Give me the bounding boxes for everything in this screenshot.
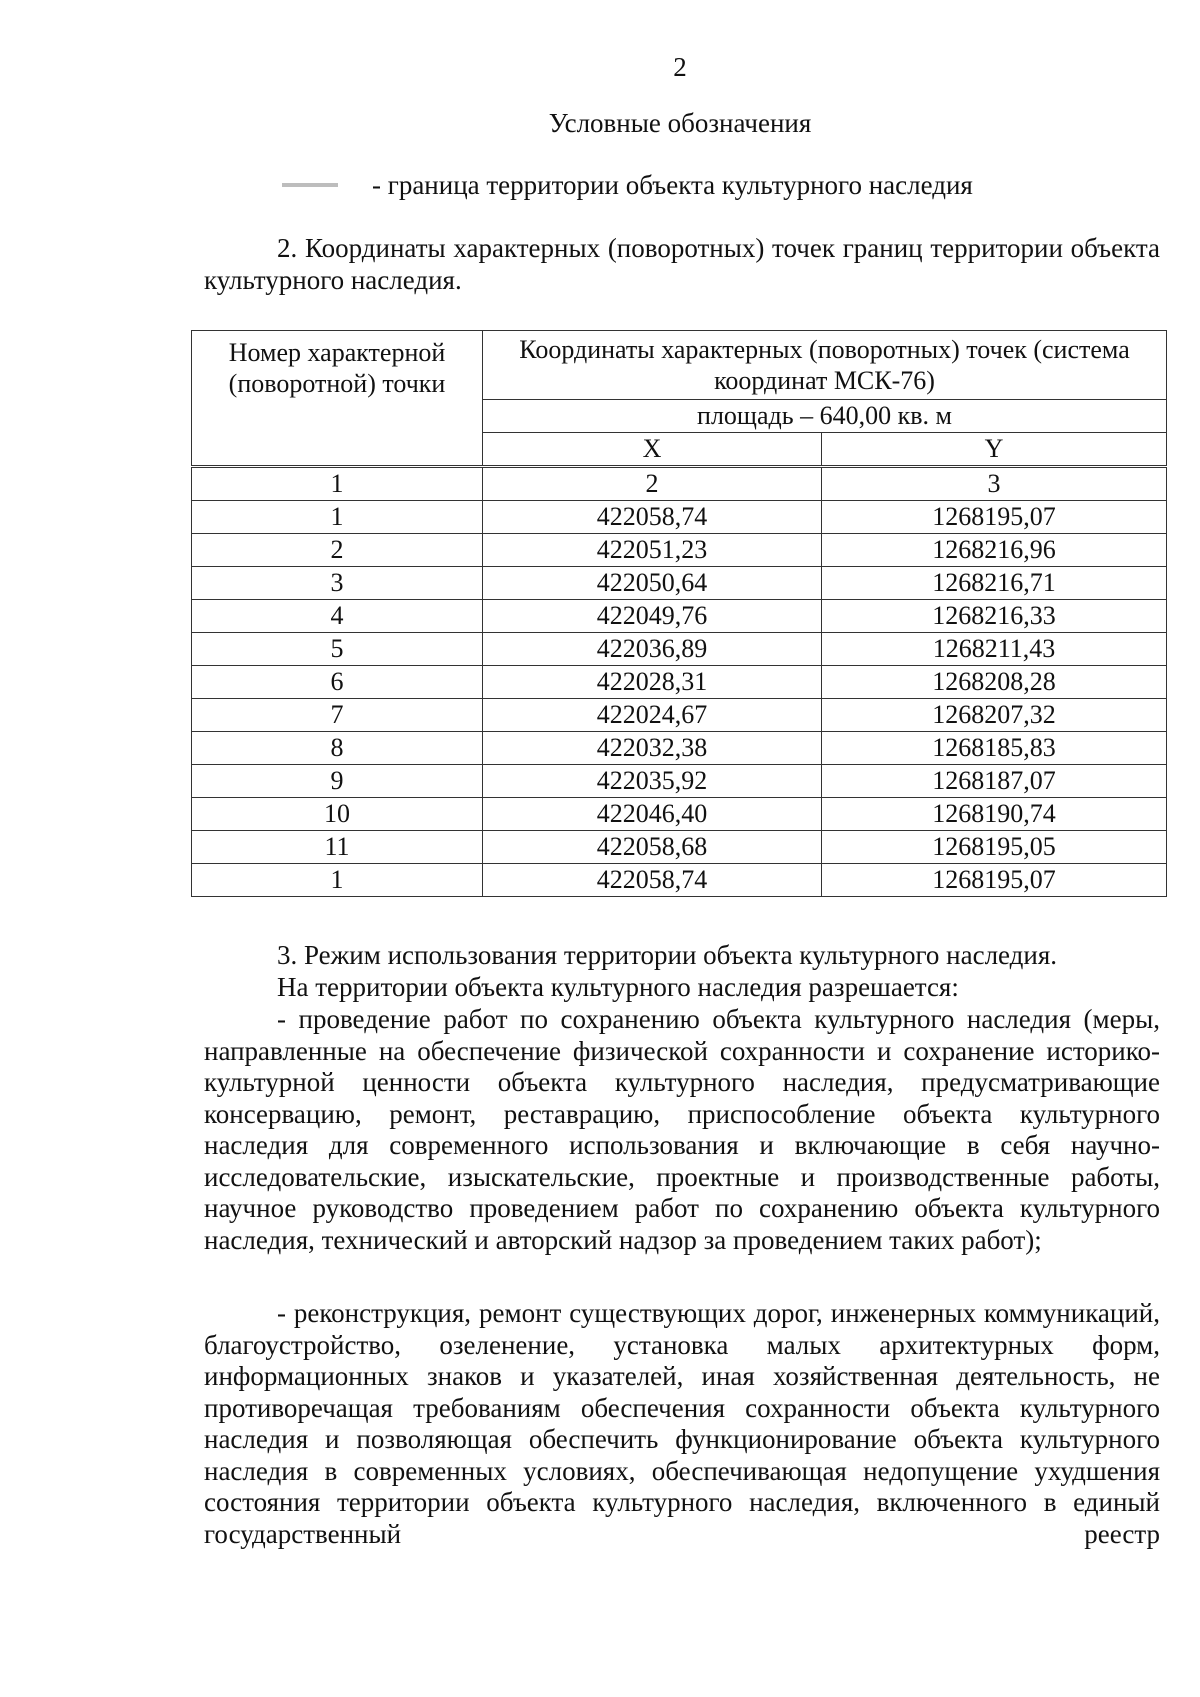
point-cell: 7 (192, 699, 483, 732)
point-cell: 4 (192, 600, 483, 633)
y-cell: 1268187,07 (822, 765, 1167, 798)
table-row (192, 501, 1167, 534)
y-cell: 1268216,96 (822, 534, 1167, 567)
x-cell: 422058,74 (483, 864, 822, 897)
section-3-heading: 3. Режим использования территории объекта культурного наследия. (277, 940, 1058, 970)
legend-title: Условные обозначения (548, 108, 812, 138)
table-row (192, 567, 1167, 600)
permitted-activity-2: - реконструкция, ремонт существующих дорог, инженерных коммуникаций, благоустройство, озеленение, установка малых архитектурных форм, информационных знаков и указателей, иная хозяйственная деятельность, не противоречащая требованиям обеспечения сохранности объекта культурного наследия и позволяющая обеспечить функционирование объекта культурного наследия в современных условиях, обеспечивающая недопущение ухудшения состояния территории объекта культурного наследия, включенного в единый государственный реестр (204, 1298, 1160, 1549)
table-row (192, 831, 1167, 864)
y-cell: 1268190,74 (822, 798, 1167, 831)
x-cell: 422058,68 (483, 831, 822, 864)
y-cell: 1268195,07 (822, 501, 1167, 534)
legend-item-label: - граница территории объекта культурного наследия (372, 169, 973, 200)
y-cell: 1268195,05 (822, 831, 1167, 864)
y-cell: 1268216,71 (822, 567, 1167, 600)
point-cell: 5 (192, 633, 483, 666)
permitted-activity-1: - проведение работ по сохранению объекта культурного наследия (меры, направленные на обеспечение физической сохранности и сохранение историко-культурной ценности объекта культурного наследия, предусматривающие консервацию, ремонт, реставрацию, приспособление объекта культурного наследия для современного использования и включающие в себя научно-исследовательские, изыскательские, проектные и производственные работы, научное руководство проведением работ по сохранению объекта культурного наследия, технический и авторский надзор за проведением таких работ); (204, 1004, 1160, 1255)
y-cell: 1268185,83 (822, 732, 1167, 765)
point-cell: 3 (192, 567, 483, 600)
point-cell: 6 (192, 666, 483, 699)
table-row (192, 765, 1167, 798)
x-cell: 422036,89 (483, 633, 822, 666)
x-cell: 422050,64 (483, 567, 822, 600)
header-y: Y (822, 433, 1167, 467)
x-cell: 422024,67 (483, 699, 822, 732)
y-cell: 1268211,43 (822, 633, 1167, 666)
header-area: площадь – 640,00 кв. м (483, 400, 1167, 433)
table-row (192, 534, 1167, 567)
x-cell: 422049,76 (483, 600, 822, 633)
point-cell: 1 (192, 864, 483, 897)
column-number: 1 (192, 467, 483, 501)
table-row (192, 798, 1167, 831)
x-cell: 422032,38 (483, 732, 822, 765)
page-number: 2 (673, 52, 687, 82)
point-cell: 8 (192, 732, 483, 765)
point-cell: 1 (192, 501, 483, 534)
section-2-heading: 2. Координаты характерных (поворотных) точек границ территории объекта культурного наследия. (204, 233, 1160, 295)
coordinates-table (191, 330, 1167, 897)
point-cell: 11 (192, 831, 483, 864)
column-number-row (192, 467, 1167, 501)
x-cell: 422035,92 (483, 765, 822, 798)
header-x: X (483, 433, 822, 467)
column-number: 2 (483, 467, 822, 501)
y-cell: 1268195,07 (822, 864, 1167, 897)
boundary-line-symbol (282, 183, 338, 187)
y-cell: 1268208,28 (822, 666, 1167, 699)
header-point-number: Номер характерной (поворотной) точки (192, 331, 483, 467)
section-3-intro: На территории объекта культурного наследия разрешается: (277, 972, 959, 1002)
point-cell: 9 (192, 765, 483, 798)
point-cell: 10 (192, 798, 483, 831)
header-coordinates: Координаты характерных (поворотных) точек (система координат МСК-76) (483, 331, 1167, 400)
table-row (192, 864, 1167, 897)
table-row (192, 666, 1167, 699)
point-cell: 2 (192, 534, 483, 567)
y-cell: 1268207,32 (822, 699, 1167, 732)
y-cell: 1268216,33 (822, 600, 1167, 633)
x-cell: 422058,74 (483, 501, 822, 534)
x-cell: 422046,40 (483, 798, 822, 831)
x-cell: 422051,23 (483, 534, 822, 567)
table-row (192, 633, 1167, 666)
table-row (192, 732, 1167, 765)
table-row (192, 600, 1167, 633)
table-row (192, 699, 1167, 732)
x-cell: 422028,31 (483, 666, 822, 699)
legend-item (282, 168, 973, 202)
column-number: 3 (822, 467, 1167, 501)
